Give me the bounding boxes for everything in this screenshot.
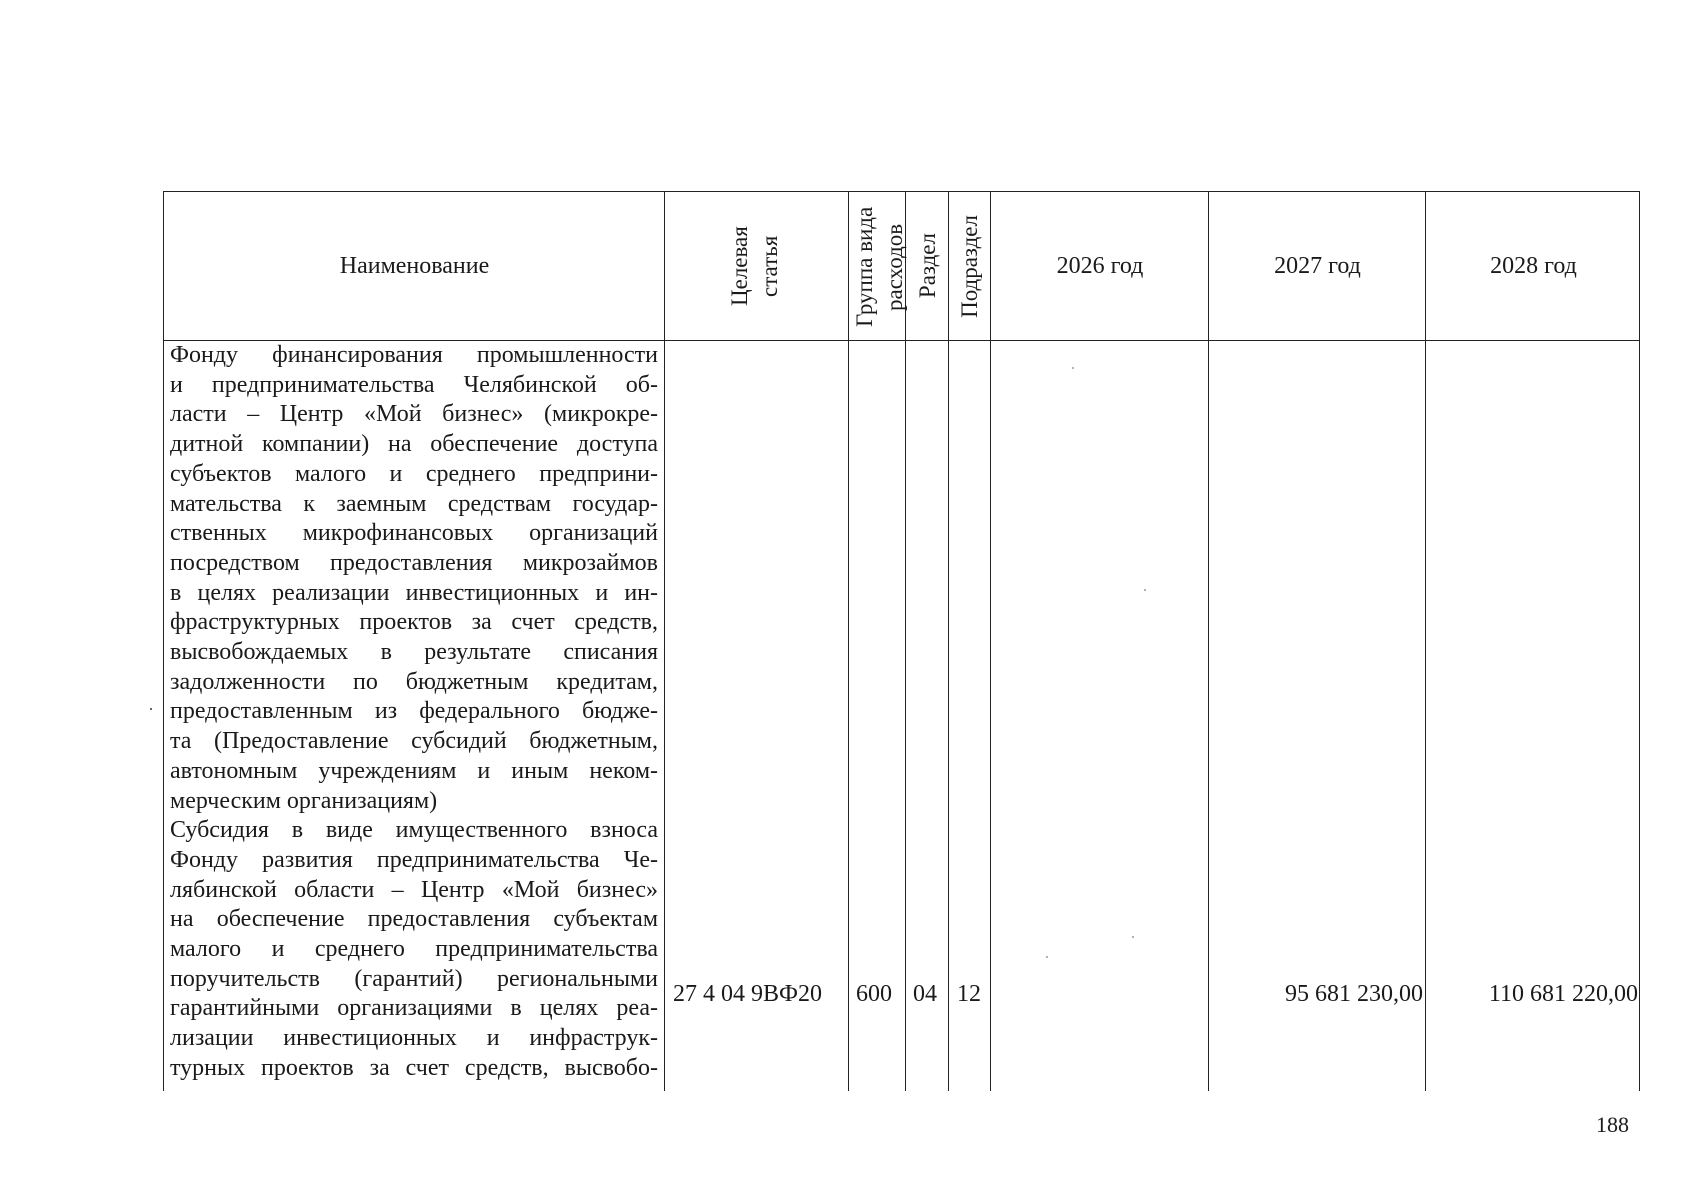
cell-subsection: 12	[957, 981, 981, 1007]
header-2026-label: 2026 год	[1056, 253, 1144, 279]
name-line: мерческим организациям)	[170, 787, 438, 814]
name-line: посредством предоставления микрозаймов	[170, 549, 658, 576]
cell-target-article: 27 4 04 9ВФ20	[673, 981, 822, 1007]
header-subsection	[949, 192, 991, 340]
name-line: ственных микрофинансовых организаций	[170, 520, 658, 547]
header-subsection-label: Подраздел	[957, 214, 982, 318]
name-line: та (Предоставление субсидий бюджетным,	[170, 728, 658, 755]
header-2028-label: 2028 год	[1490, 253, 1577, 279]
header-target-article	[665, 192, 849, 340]
name-line: Фонду развития предпринимательства Че-	[170, 846, 658, 873]
scan-speck	[1144, 589, 1146, 591]
scan-speck	[1132, 936, 1134, 938]
cell-2028: 110 681 220,00	[1488, 981, 1638, 1007]
header-expense-group-label: Группа вида расходов	[851, 206, 907, 328]
name-line: Фонду финансирования промышленности	[170, 342, 658, 368]
name-line: и предпринимательства Челябинской об-	[170, 371, 658, 398]
cell-expense-group: 600	[856, 981, 892, 1007]
header-name-label: Наименование	[339, 253, 490, 279]
name-line: предоставленным из федерального бюдже-	[170, 698, 658, 725]
name-line: малого и среднего предпринимательства	[170, 936, 658, 963]
header-section-label: Раздел	[914, 233, 940, 299]
scan-speck	[1072, 367, 1074, 369]
row-name-text	[170, 341, 658, 1084]
cell-section: 04	[913, 981, 937, 1007]
name-line: мательства к заемным средствам государ-	[170, 490, 658, 517]
name-line: поручительств (гарантий) региональными	[170, 965, 658, 992]
header-expense-group	[849, 192, 906, 340]
scan-speck	[150, 708, 152, 710]
name-line: турных проектов за счет средств, высвобо-	[170, 1054, 658, 1081]
header-target-article-label: Целевая статья	[727, 226, 782, 306]
header-2027	[1209, 192, 1426, 340]
name-line: Субсидия в виде имущественного взноса	[170, 817, 658, 844]
budget-table	[163, 191, 1640, 1091]
name-line: лябинской области – Центр «Мой бизнес»	[170, 876, 658, 903]
page-number: 188	[1596, 1112, 1629, 1137]
name-line: гарантийными организациями в целях реа-	[170, 995, 658, 1022]
name-line: ласти – Центр «Мой бизнес» (микрокре-	[170, 401, 658, 428]
name-line: субъектов малого и среднего предприни-	[170, 460, 658, 487]
name-line: задолженности по бюджетным кредитам,	[170, 668, 658, 695]
name-line: фраструктурных проектов за счет средств,	[170, 609, 658, 636]
name-line: лизации инвестиционных и инфраструк-	[170, 1025, 658, 1052]
header-2028	[1426, 192, 1641, 340]
header-name	[164, 192, 665, 340]
header-section	[906, 192, 949, 340]
name-line: в целях реализации инвестиционных и ин-	[170, 579, 658, 606]
table-header-row	[164, 192, 1639, 341]
scan-speck	[1046, 956, 1048, 958]
header-2027-label: 2027 год	[1274, 253, 1361, 279]
name-line: дитной компании) на обеспечение доступа	[170, 431, 658, 458]
name-line: автономным учреждениям и иным неком-	[170, 757, 658, 784]
name-line: высвобождаемых в результате списания	[170, 639, 658, 666]
name-line: на обеспечение предоставления субъектам	[170, 906, 658, 933]
header-2026	[991, 192, 1209, 340]
cell-2027: 95 681 230,00	[1285, 981, 1423, 1007]
